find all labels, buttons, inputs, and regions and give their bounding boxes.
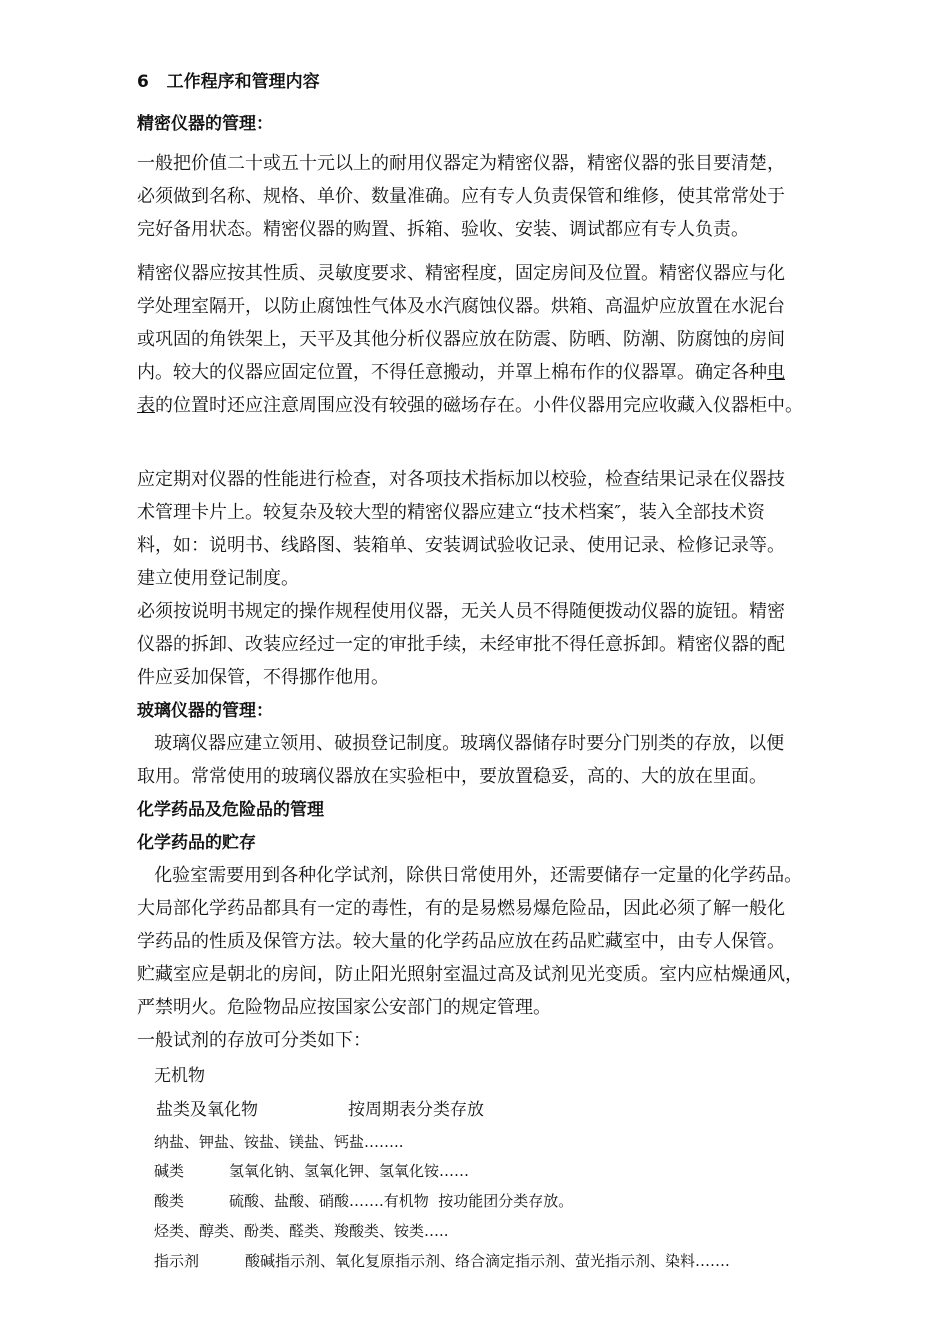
text-line: 一般试剂的存放可分类如下：	[137, 1030, 371, 1051]
acid-label: 酸类	[154, 1192, 185, 1210]
inorganic-label: 无机物	[154, 1066, 205, 1086]
base-list: 氢氧化钠、氢氧化钾、氢氧化铵……	[229, 1162, 470, 1180]
text-line: 学药品的性质及保管方法。较大量的化学药品应放在药品贮藏室中，由专人保管。	[137, 931, 785, 952]
text-line: 应定期对仪器的性能进行检查，对各项技术指标加以校验，检查结果记录在仪器技	[137, 469, 785, 490]
text-line: 化验室需要用到各种化学试剂，除供日常使用外，还需要储存一定量的化学药品。	[137, 865, 803, 886]
text-line: 件应妥加保管，不得挪作他用。	[137, 667, 389, 688]
section-heading: 6 工作程序和管理内容	[137, 72, 320, 92]
chem-title: 化学药品及危险品的管理	[137, 800, 324, 820]
text-segment: 内。较大的仪器应固定位置，不得任意搬动，并罩上棉布作的仪器罩。确定各种	[137, 362, 767, 383]
text-line	[137, 394, 803, 418]
text-line: 严禁明火。危险物品应按国家公安部门的规定管理。	[137, 997, 551, 1018]
text-segment: 的位置时还应注意周围应没有较强的磁场存在。小件仪器用完应收藏入仪器柜中。	[155, 395, 803, 416]
text-line: 仪器的拆卸、改装应经过一定的审批手续，未经审批不得任意拆卸。精密仪器的配	[137, 634, 785, 655]
text-line: 或巩固的角铁架上，天平及其他分析仪器应放在防震、防晒、防潮、防腐蚀的房间	[137, 329, 785, 350]
underlined-text: 表	[137, 395, 155, 416]
text-line	[137, 361, 785, 385]
salts-rule: 按周期表分类存放	[348, 1100, 484, 1120]
base-label: 碱类	[154, 1162, 185, 1180]
indicator-list: 酸碱指示剂、氧化复原指示剂、络合滴定指示剂、萤光指示剂、染料…….	[245, 1252, 730, 1270]
indicator-label: 指示剂	[154, 1252, 200, 1270]
acid-list: 硫酸、盐酸、硝酸…….有机物 按功能团分类存放。	[229, 1192, 574, 1210]
text-line: 料，如：说明书、线路图、装箱单、安装调试验收记录、使用记录、检修记录等。	[137, 535, 785, 556]
text-line: 学处理室隔开，以防止腐蚀性气体及水汽腐蚀仪器。烘箱、高温炉应放置在水泥台	[137, 296, 785, 317]
precision-title: 精密仪器的管理：	[137, 114, 273, 134]
glass-title: 玻璃仪器的管理：	[137, 701, 273, 721]
text-line: 必须做到名称、规格、单价、数量准确。应有专人负责保管和维修，使其常常处于	[137, 186, 785, 207]
text-line: 术管理卡片上。较复杂及较大型的精密仪器应建立“技术档案″，装入全部技术资	[137, 502, 765, 523]
text-line: 贮藏室应是朝北的房间，防止阳光照射室温过高及试剂见光变质。室内应枯燥通风，	[137, 964, 803, 985]
text-line: 完好备用状态。精密仪器的购置、拆箱、验收、安装、调试都应有专人负责。	[137, 219, 749, 240]
text-line: 玻璃仪器应建立领用、破损登记制度。玻璃仪器储存时要分门别类的存放，以便	[137, 733, 785, 754]
text-line: 一般把价值二十或五十元以上的耐用仪器定为精密仪器，精密仪器的张目要清楚，	[137, 153, 785, 174]
chem-subtitle: 化学药品的贮存	[137, 833, 256, 853]
text-line: 取用。常常使用的玻璃仪器放在实验柜中，要放置稳妥，高的、大的放在里面。	[137, 766, 767, 787]
salts-list: 纳盐、钾盐、铵盐、镁盐、钙盐……..	[154, 1133, 404, 1151]
text-line: 建立使用登记制度。	[137, 568, 299, 589]
text-line: 精密仪器应按其性质、灵敏度要求、精密程度，固定房间及位置。精密仪器应与化	[137, 263, 785, 284]
text-line: 大局部化学药品都具有一定的毒性，有的是易燃易爆危险品，因此必须了解一般化	[137, 898, 785, 919]
text-line: 必须按说明书规定的操作规程使用仪器，无关人员不得随便拨动仪器的旋钮。精密	[137, 601, 785, 622]
salts-label: 盐类及氧化物	[156, 1100, 258, 1120]
organic-list: 烃类、醇类、酚类、醛类、羧酸类、铵类…..	[154, 1222, 449, 1240]
underlined-text: 电	[767, 362, 785, 383]
